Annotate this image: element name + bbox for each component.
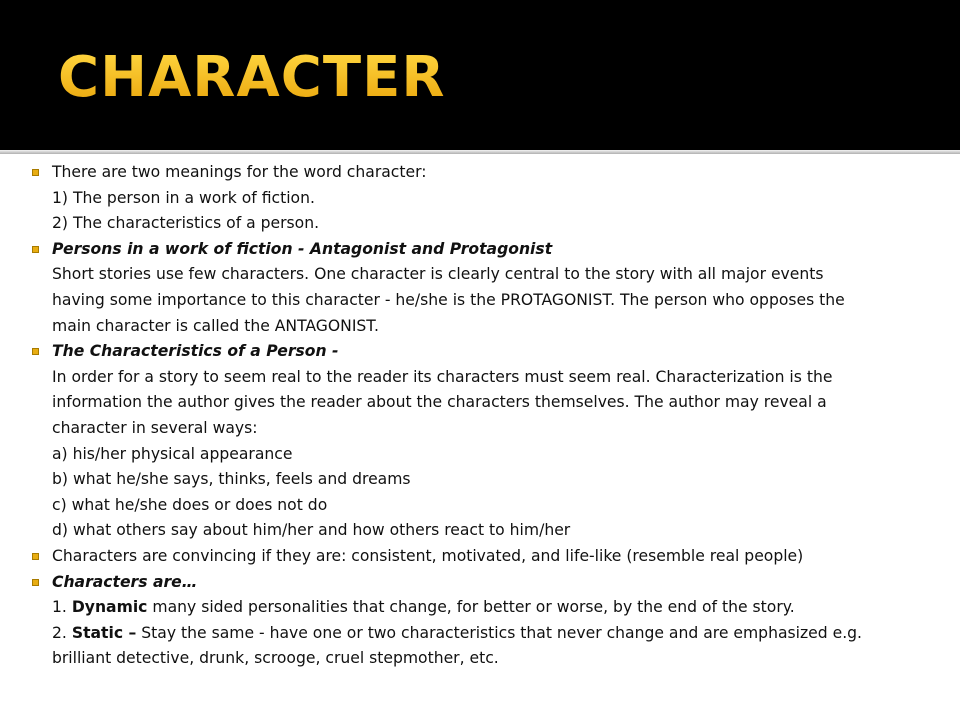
bullet-item-persons [30, 237, 948, 339]
bullet-item-types [30, 570, 948, 672]
slide-content [0, 154, 960, 720]
bullet-text: Characters are convincing if they are: consistent, motivated, and life-like (resemble real people) [52, 546, 804, 565]
square-bullet-icon [32, 579, 39, 586]
bullet-text: In order for a story to seem real to the reader its characters must seem real. Characterization is the [52, 367, 833, 386]
bullet-text: 1) The person in a work of fiction. [52, 188, 315, 207]
bullet-text: having some importance to this character - he/she is the PROTAGONIST. The person who opposes the [52, 290, 845, 309]
dynamic-line [52, 595, 948, 621]
static-term: Static – [71, 623, 137, 642]
bullet-text: There are two meanings for the word character: [52, 163, 427, 181]
square-bullet-icon [32, 246, 39, 253]
bullet-heading: The Characteristics of a Person - [52, 342, 339, 361]
bullet-text: Short stories use few characters. One character is clearly central to the story with all major events [52, 265, 824, 284]
bullet-text: character in several ways: [52, 418, 258, 437]
square-bullet-icon [32, 348, 39, 355]
square-bullet-icon [32, 169, 39, 176]
bullet-list [30, 160, 948, 672]
static-prefix: 2. [52, 623, 72, 642]
bullet-heading: Persons in a work of fiction - Antagonist and Protagonist [52, 239, 553, 258]
static-text: Stay the same - have one or two characteristics that never change and are emphasized e.g. [136, 623, 863, 642]
bullet-text: a) his/her physical appearance [52, 444, 293, 463]
bullet-text: d) what others say about him/her and how others react to him/her [52, 521, 571, 540]
title-band [0, 0, 960, 150]
bullet-text: 2) The characteristics of a person. [52, 214, 320, 233]
square-bullet-icon [32, 553, 39, 560]
bullet-heading: Characters are… [52, 572, 198, 591]
bullet-text: c) what he/she does or does not do [52, 495, 328, 514]
dynamic-prefix: 1. [52, 598, 72, 617]
bullet-text: b) what he/she says, thinks, feels and dreams [52, 470, 411, 489]
bullet-item-convincing [30, 544, 948, 570]
slide-title: CHARACTER [58, 45, 446, 110]
static-line [52, 621, 948, 647]
bullet-text: information the author gives the reader about the characters themselves. The author may reveal a [52, 393, 827, 412]
bullet-text: brilliant detective, drunk, scrooge, cruel stepmother, etc. [52, 649, 499, 668]
dynamic-text: many sided personalities that change, for better or worse, by the end of the story. [147, 598, 795, 617]
bullet-text: main character is called the ANTAGONIST. [52, 316, 379, 335]
dynamic-term: Dynamic [71, 598, 148, 617]
bullet-item-meanings [30, 160, 948, 237]
bullet-item-characteristics [30, 339, 948, 544]
